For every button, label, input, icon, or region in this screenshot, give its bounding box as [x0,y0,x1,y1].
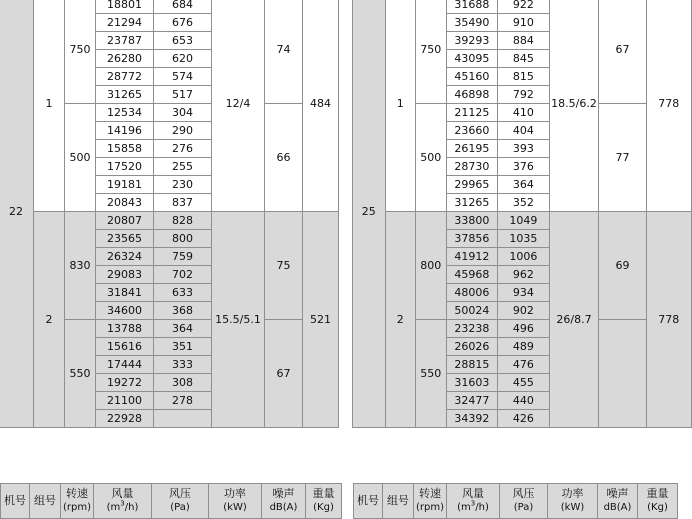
noise-value [599,320,646,428]
air-pressure: 255 [154,158,212,176]
header-machine-no [354,484,383,519]
header-flow-label: 风量 [462,487,484,500]
machine-number: 22 [0,0,34,428]
rotation-speed: 500 [415,104,446,212]
right-spec-table [352,0,692,428]
air-pressure: 1049 [498,212,549,230]
air-flow: 45160 [446,68,498,86]
air-pressure: 1035 [498,230,549,248]
air-flow: 19272 [96,374,154,392]
header-pressure [152,484,209,519]
air-pressure: 476 [498,356,549,374]
air-flow: 26026 [446,338,498,356]
air-flow: 39293 [446,32,498,50]
header-speed-unit: (rpm) [62,502,91,513]
air-pressure: 290 [154,122,212,140]
header-flow-label: 风量 [111,487,134,500]
air-pressure: 633 [154,284,212,302]
air-pressure: 884 [498,32,549,50]
air-flow: 31265 [96,86,154,104]
air-pressure: 440 [498,392,549,410]
air-flow: 14196 [96,122,154,140]
header-pressure-unit: (Pa) [513,502,534,513]
header-weight-label: 重量 [646,487,669,500]
air-pressure: 364 [154,320,212,338]
air-flow: 48006 [446,284,498,302]
noise-value: 74 [265,0,303,104]
air-pressure: 620 [154,50,212,68]
right-header-table [353,483,678,519]
air-pressure: 426 [498,410,549,428]
air-pressure: 351 [154,338,212,356]
air-flow: 37856 [446,230,498,248]
rotation-speed: 750 [65,0,96,104]
air-flow: 50024 [446,302,498,320]
rotation-speed: 550 [415,320,446,428]
air-flow: 21100 [96,392,154,410]
air-pressure: 364 [498,176,549,194]
air-flow: 31688 [446,0,498,14]
air-flow: 31603 [446,374,498,392]
air-pressure: 304 [154,104,212,122]
header-noise-unit: dB(A) [269,502,298,513]
air-flow: 20843 [96,194,154,212]
air-flow: 23787 [96,32,154,50]
noise-value: 75 [265,212,303,320]
header-group-no-label: 组号 [387,494,409,507]
header-flow [447,484,500,519]
air-pressure: 934 [498,284,549,302]
header-power-label: 功率 [224,487,246,500]
air-pressure: 496 [498,320,549,338]
header-power [548,484,598,519]
noise-value: 67 [265,320,303,428]
air-pressure: 278 [154,392,212,410]
header-pressure-label: 风压 [169,487,191,500]
rotation-speed: 550 [65,320,96,428]
header-noise [262,484,306,519]
air-flow: 34392 [446,410,498,428]
noise-value: 69 [599,212,646,320]
air-flow: 34600 [96,302,154,320]
air-flow: 33800 [446,212,498,230]
air-pressure: 759 [154,248,212,266]
left-spec-table [0,0,339,428]
air-pressure: 837 [154,194,212,212]
air-pressure: 393 [498,140,549,158]
air-flow: 20807 [96,212,154,230]
air-pressure: 828 [154,212,212,230]
air-pressure: 1006 [498,248,549,266]
air-flow: 23660 [446,122,498,140]
header-speed [61,484,94,519]
air-pressure: 410 [498,104,549,122]
noise-value: 67 [599,0,646,104]
air-flow: 26195 [446,140,498,158]
power-value: 12/4 [212,0,265,212]
header-machine-no [1,484,30,519]
weight-value: 521 [303,212,339,428]
header-machine-no-label: 机号 [4,494,26,507]
air-pressure: 676 [154,14,212,32]
header-speed [414,484,447,519]
rotation-speed: 830 [65,212,96,320]
header-pressure-unit: (Pa) [170,502,190,513]
air-flow: 13788 [96,320,154,338]
air-flow: 21294 [96,14,154,32]
header-weight [306,484,342,519]
air-flow: 31265 [446,194,498,212]
air-flow: 28815 [446,356,498,374]
air-flow: 29965 [446,176,498,194]
air-flow: 31841 [96,284,154,302]
air-flow: 41912 [446,248,498,266]
air-pressure: 489 [498,338,549,356]
air-pressure: 902 [498,302,549,320]
header-noise [598,484,638,519]
air-pressure: 845 [498,50,549,68]
header-power-unit: (kW) [223,502,247,513]
header-speed-unit: (rpm) [415,502,444,513]
header-speed-label: 转速 [66,487,88,500]
air-pressure: 517 [154,86,212,104]
group-number: 1 [34,0,65,212]
header-speed-label: 转速 [419,487,441,500]
air-flow: 32477 [446,392,498,410]
air-flow: 12534 [96,104,154,122]
header-pressure [500,484,548,519]
air-pressure: 404 [498,122,549,140]
header-flow-unit: $(m^3/h)$ [106,499,139,513]
air-pressure: 653 [154,32,212,50]
header-group-no-label: 组号 [34,494,56,507]
header-flow-unit: $(m^3/h)$ [457,499,489,513]
air-flow: 22928 [96,410,154,428]
header-weight-unit: (Kg) [313,502,334,513]
air-flow: 26324 [96,248,154,266]
air-flow: 15616 [96,338,154,356]
weight-value: 484 [303,0,339,212]
air-flow: 19181 [96,176,154,194]
air-pressure: 230 [154,176,212,194]
header-noise-label: 噪声 [606,487,629,500]
air-flow: 45968 [446,266,498,284]
air-flow: 43095 [446,50,498,68]
air-flow: 23238 [446,320,498,338]
header-power-label: 功率 [561,487,584,500]
rotation-speed: 800 [415,212,446,320]
group-number: 1 [385,0,415,212]
air-pressure: 910 [498,14,549,32]
air-flow: 18801 [96,0,154,14]
noise-value: 77 [599,104,646,212]
air-flow: 28772 [96,68,154,86]
air-flow: 46898 [446,86,498,104]
air-flow: 35490 [446,14,498,32]
power-value: 15.5/5.1 [212,212,265,428]
weight-value: 778 [646,0,691,212]
left-header-table [0,483,342,519]
machine-number: 25 [353,0,386,428]
header-power [209,484,262,519]
air-flow: 17444 [96,356,154,374]
air-pressure: 815 [498,68,549,86]
header-weight-unit: (Kg) [647,502,668,513]
group-number: 2 [385,212,415,428]
header-group-no [383,484,414,519]
air-pressure: 455 [498,374,549,392]
air-flow: 17520 [96,158,154,176]
power-value: 26/8.7 [549,212,599,428]
header-weight [638,484,678,519]
noise-value: 66 [265,104,303,212]
air-pressure: 792 [498,86,549,104]
rotation-speed: 500 [65,104,96,212]
air-flow: 29083 [96,266,154,284]
air-pressure: 276 [154,140,212,158]
air-pressure: 962 [498,266,549,284]
air-flow: 26280 [96,50,154,68]
air-flow: 15858 [96,140,154,158]
air-pressure: 352 [498,194,549,212]
air-flow: 28730 [446,158,498,176]
header-pressure-label: 风压 [512,487,535,500]
air-pressure: 800 [154,230,212,248]
air-pressure [154,410,212,428]
air-pressure: 333 [154,356,212,374]
air-pressure: 308 [154,374,212,392]
air-pressure: 574 [154,68,212,86]
header-group-no [30,484,61,519]
header-machine-no-label: 机号 [357,494,379,507]
header-flow [94,484,152,519]
air-pressure: 376 [498,158,549,176]
air-pressure: 922 [498,0,549,14]
header-noise-label: 噪声 [272,487,295,500]
weight-value: 778 [646,212,691,428]
rotation-speed: 750 [415,0,446,104]
header-weight-label: 重量 [312,487,335,500]
header-noise-unit: dB(A) [603,502,632,513]
air-pressure: 702 [154,266,212,284]
air-flow: 21125 [446,104,498,122]
power-value: 18.5/6.2 [549,0,599,212]
air-pressure: 368 [154,302,212,320]
group-number: 2 [34,212,65,428]
header-power-unit: (kW) [560,502,585,513]
air-flow: 23565 [96,230,154,248]
air-pressure: 684 [154,0,212,14]
